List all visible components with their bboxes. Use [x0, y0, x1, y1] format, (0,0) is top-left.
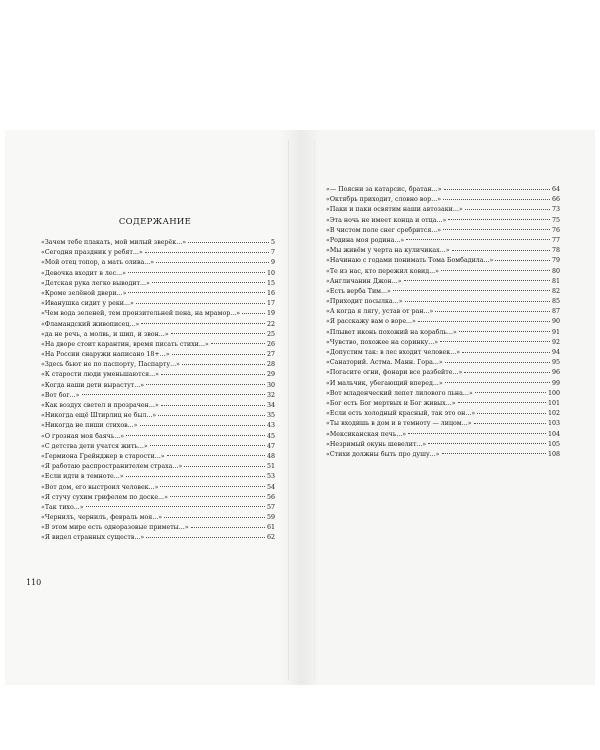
- toc-dot-leader: [475, 392, 546, 393]
- toc-entry-title: «С детства дети учатся жить...»: [41, 442, 148, 450]
- toc-entry-title: «Когда наши дети вырастут...»: [41, 381, 145, 389]
- toc-entry-page: 28: [266, 361, 275, 369]
- toc-entry-page: 103: [547, 420, 560, 428]
- toc-entry-page: 61: [266, 524, 275, 532]
- toc-dot-leader: [126, 476, 265, 477]
- toc-entry-page: 32: [266, 391, 275, 399]
- toc-entry-title: «Если есть холодный красный, так это он...»: [326, 410, 476, 418]
- toc-dot-leader: [448, 219, 550, 220]
- toc-entry: [41, 340, 275, 350]
- toc-entry: [41, 238, 275, 248]
- toc-entry: [326, 430, 560, 440]
- page-number: 110: [26, 578, 42, 587]
- toc-entry-title: «Октябрь приходит, словно вор...»: [326, 196, 442, 204]
- toc-entry-title: «Детская рука легко выводит...»: [41, 279, 150, 287]
- toc-entry-page: 5: [270, 239, 275, 246]
- toc-entry-page: 81: [551, 277, 560, 285]
- toc-entry-page: 53: [266, 473, 275, 481]
- toc-entry-title: «Мы живём у черта на куличиках...»: [326, 247, 450, 255]
- toc-dot-leader: [465, 209, 550, 210]
- toc-dot-leader: [495, 260, 550, 261]
- toc-entry-title: «На России снаружи написано 18+...»: [41, 351, 170, 359]
- gutter-shadow-left: [280, 130, 300, 685]
- toc-entry-page: 16: [266, 289, 275, 297]
- toc-dot-leader: [164, 517, 265, 518]
- toc-entry-title: «Родина моя родина...»: [326, 236, 405, 244]
- toc-dot-leader: [158, 415, 265, 416]
- toc-entry: [41, 370, 275, 380]
- toc-entry: [326, 419, 560, 429]
- toc-entry-title: «Начинаю с годами понимать Тома Бомбадила...»: [326, 257, 494, 265]
- toc-entry-title: «Стихи должны быть про душу...»: [326, 450, 440, 458]
- toc-entry-title: «Плывет иконь похожий на корабль...»: [326, 328, 457, 336]
- toc-entry: [326, 246, 560, 256]
- toc-entry: [326, 267, 560, 277]
- gutter-line: [288, 140, 289, 680]
- toc-entry-page: 48: [266, 452, 275, 460]
- toc-entry: [41, 472, 275, 482]
- toc-entry-title: «Зачем тебе плакать, мой милый зверёк...»: [41, 239, 187, 246]
- toc-entry: [41, 289, 275, 299]
- toc-dot-leader: [140, 425, 265, 426]
- toc-dot-leader: [405, 301, 550, 302]
- toc-entry-title: «да не речь, а молвь, и шип, и звон...»: [41, 330, 169, 338]
- toc-entry-title: «Так тихо...»: [41, 503, 84, 511]
- toc-dot-leader: [404, 280, 550, 281]
- toc-entry-page: 30: [266, 381, 275, 389]
- toc-entry: [326, 450, 560, 460]
- toc-entry: [41, 523, 275, 533]
- toc-dot-leader: [146, 537, 265, 538]
- toc-entry: [41, 513, 275, 523]
- toc-entry: [326, 368, 560, 378]
- toc-entry-title: «Никогда ещё Штирлиц не был...»: [41, 412, 157, 420]
- toc-entry: [326, 399, 560, 409]
- toc-dot-leader: [445, 382, 550, 383]
- toc-entry: [41, 462, 275, 472]
- toc-entry: [326, 236, 560, 246]
- toc-entry-page: 77: [551, 236, 560, 244]
- toc-dot-leader: [161, 405, 265, 406]
- page-title: СОДЕРЖАНИЕ: [118, 217, 192, 227]
- toc-entry-page: 62: [266, 534, 275, 542]
- toc-entry-page: 51: [266, 463, 275, 471]
- toc-entry-page: 10: [266, 269, 275, 277]
- toc-entry-page: 22: [266, 320, 275, 328]
- toc-dot-leader: [444, 189, 550, 190]
- toc-entry: [41, 309, 275, 319]
- toc-entry-title: «Чернилъ, чернилъ, февраль моя...»: [41, 514, 163, 522]
- toc-entry-title: «Англичанин Джон...»: [326, 277, 402, 285]
- toc-left-column: [41, 238, 275, 544]
- toc-entry-page: 94: [551, 349, 560, 356]
- toc-entry: [41, 432, 275, 442]
- toc-entry: [326, 226, 560, 236]
- toc-entry-title: «И мальчик, убегающий вперед...»: [326, 379, 443, 387]
- toc-dot-leader: [477, 413, 546, 414]
- toc-dot-leader: [128, 292, 265, 293]
- toc-dot-leader: [442, 453, 546, 454]
- toc-entry: [41, 258, 275, 268]
- toc-entry-title: «Вот бог...»: [41, 391, 80, 399]
- toc-entry-page: 17: [266, 300, 275, 308]
- toc-entry: [326, 348, 560, 358]
- toc-dot-leader: [167, 455, 265, 456]
- toc-entry-page: 96: [551, 369, 560, 377]
- toc-entry-page: 82: [551, 287, 560, 295]
- toc-dot-leader: [435, 311, 550, 312]
- toc-dot-leader: [452, 250, 550, 251]
- toc-entry-page: 79: [551, 257, 560, 265]
- toc-entry-title: «Санаторий. Астма. Манн. Гора...»: [326, 359, 443, 367]
- toc-dot-leader: [211, 343, 265, 344]
- toc-dot-leader: [441, 270, 550, 271]
- toc-entry-page: 104: [547, 430, 560, 438]
- toc-dot-leader: [152, 282, 265, 283]
- toc-dot-leader: [459, 331, 550, 332]
- toc-entry: [41, 248, 275, 258]
- toc-dot-leader: [86, 506, 265, 507]
- toc-dot-leader: [462, 352, 550, 353]
- toc-dot-leader: [136, 303, 265, 304]
- toc-entry-page: 90: [551, 318, 560, 326]
- toc-entry-title: «Здесь бьют не по паспорту, Паспарту...»: [41, 361, 180, 369]
- toc-entry-title: «Как воздух светел и прозрачен...»: [41, 402, 159, 409]
- toc-dot-leader: [428, 443, 546, 444]
- toc-entry-title: «Иванушка сидит у реки...»: [41, 300, 134, 308]
- toc-entry-title: «Фламандский живописец...»: [41, 320, 140, 328]
- toc-entry-page: 108: [547, 450, 560, 458]
- toc-entry-page: 80: [551, 267, 560, 275]
- toc-entry-page: 15: [266, 279, 275, 287]
- toc-entry-page: 75: [551, 216, 560, 224]
- toc-entry: [326, 307, 560, 317]
- toc-dot-leader: [440, 341, 550, 342]
- toc-entry-page: 95: [551, 359, 560, 367]
- toc-entry-title: «Паки и паки освятим наши автозаки...»: [326, 206, 463, 214]
- toc-entry-title: «Сегодня праздник у ребят...»: [41, 249, 143, 257]
- toc-entry-title: «— Поясни за катарсис, братан...»: [326, 186, 442, 193]
- toc-entry-title: «Я видел странных существ...»: [41, 534, 145, 542]
- toc-entry: [41, 381, 275, 391]
- toc-entry: [326, 256, 560, 266]
- gutter-shadow-right: [300, 130, 320, 685]
- toc-entry-title: «Чем вода зеленей, тем пронзительней пена, на мрамор...»: [41, 310, 241, 318]
- toc-entry-page: 100: [547, 389, 560, 397]
- toc-entry: [326, 216, 560, 226]
- toc-dot-leader: [242, 313, 265, 314]
- toc-entry-title: «Мой отец топор, а мать олива...»: [41, 259, 155, 267]
- toc-entry-title: «О грозная моя баячь...»: [41, 432, 125, 440]
- toc-entry-title: «Вот младенческий лепет лилового льна...»: [326, 389, 473, 397]
- toc-entry: [326, 440, 560, 450]
- toc-entry: [41, 411, 275, 421]
- toc-entry: [326, 409, 560, 419]
- toc-entry-page: 57: [266, 503, 275, 511]
- toc-entry: [326, 328, 560, 338]
- toc-entry-title: «Погасите огни, фонари все разбейте...»: [326, 369, 463, 377]
- toc-dot-leader: [464, 372, 550, 373]
- toc-entry: [41, 533, 275, 543]
- toc-entry-page: 99: [551, 379, 560, 387]
- toc-entry: [41, 350, 275, 360]
- toc-dot-leader: [393, 290, 550, 291]
- toc-entry-page: 91: [551, 328, 560, 336]
- toc-dot-leader: [156, 262, 269, 263]
- toc-entry-page: 7: [270, 249, 275, 257]
- toc-entry-title: «Девочка входит в лес...»: [41, 269, 126, 277]
- toc-entry-page: 64: [551, 186, 560, 193]
- toc-entry-page: 43: [266, 422, 275, 430]
- toc-entry-page: 101: [547, 399, 560, 407]
- toc-entry: [41, 503, 275, 513]
- toc-entry: [326, 358, 560, 368]
- toc-entry-page: 45: [266, 432, 275, 440]
- toc-entry-page: 56: [266, 493, 275, 501]
- toc-entry-title: «Допустим так: в лес входит человек...»: [326, 349, 461, 356]
- toc-dot-leader: [172, 354, 265, 355]
- toc-dot-leader: [126, 435, 265, 436]
- toc-dot-leader: [82, 394, 265, 395]
- toc-entry-title: «Незримый окунь шевелит...»: [326, 440, 427, 448]
- toc-dot-leader: [474, 423, 546, 424]
- toc-entry-page: 29: [266, 371, 275, 379]
- toc-entry: [41, 330, 275, 340]
- toc-entry: [326, 287, 560, 297]
- toc-entry-title: «На дворе стоит карантин, время писать стихи...»: [41, 340, 209, 348]
- gutter-line-right: [314, 140, 315, 680]
- toc-entry-page: 19: [266, 310, 275, 318]
- toc-entry: [41, 320, 275, 330]
- toc-entry-title: «Я стучу сухим грифелем по доске...»: [41, 493, 168, 501]
- toc-entry-page: 27: [266, 351, 275, 359]
- toc-entry: [326, 379, 560, 389]
- toc-entry: [41, 299, 275, 309]
- toc-entry-title: «Вот дом, его выстроил человек...»: [41, 483, 159, 491]
- toc-entry: [326, 297, 560, 307]
- toc-entry-title: «К старости люди уменьшаются...»: [41, 371, 159, 379]
- toc-entry-page: 102: [547, 410, 560, 418]
- toc-entry: [41, 401, 275, 411]
- toc-entry: [41, 269, 275, 279]
- toc-entry-title: «Мексиканская печь...»: [326, 430, 407, 438]
- toc-dot-leader: [458, 402, 546, 403]
- toc-entry-page: 66: [551, 196, 560, 204]
- toc-entry-title: «Эта ночь не имеет конца и отца...»: [326, 216, 447, 224]
- toc-entry-title: «В чистом поле снег сребрится...»: [326, 226, 442, 234]
- toc-entry: [41, 421, 275, 431]
- toc-dot-leader: [184, 466, 265, 467]
- toc-dot-leader: [141, 323, 265, 324]
- toc-entry-title: «Я расскажу вам о воре...»: [326, 318, 416, 326]
- toc-dot-leader: [191, 527, 265, 528]
- toc-entry: [326, 389, 560, 399]
- toc-entry-title: «Я работаю распространителем страха...»: [41, 463, 183, 471]
- toc-entry-title: «Приходит посылка...»: [326, 298, 403, 306]
- toc-dot-leader: [443, 229, 550, 230]
- toc-entry-page: 54: [266, 483, 275, 491]
- toc-entry-title: «Если идти в темноте...»: [41, 473, 124, 481]
- toc-entry: [326, 195, 560, 205]
- toc-entry: [41, 360, 275, 370]
- toc-entry-title: «Чувство, похожее на соринку...»: [326, 338, 439, 346]
- toc-entry-title: «Никогда не пиши стихов...»: [41, 422, 138, 430]
- toc-entry-page: 92: [551, 338, 560, 346]
- toc-entry-title: «Кроме зелёной двери...»: [41, 289, 127, 297]
- toc-entry-page: 73: [551, 206, 560, 214]
- toc-dot-leader: [406, 239, 550, 240]
- toc-entry: [326, 317, 560, 327]
- toc-entry-page: 76: [551, 226, 560, 234]
- toc-entry-page: 9: [270, 259, 275, 267]
- toc-dot-leader: [445, 362, 550, 363]
- toc-entry: [326, 185, 560, 195]
- toc-entry: [41, 483, 275, 493]
- toc-entry: [41, 442, 275, 452]
- toc-entry-title: «Те из нас, кто пережил ковид...»: [326, 267, 439, 275]
- toc-dot-leader: [182, 364, 265, 365]
- toc-entry-title: «Есть верба Тим...»: [326, 287, 391, 295]
- toc-entry: [41, 452, 275, 462]
- toc-dot-leader: [145, 252, 269, 253]
- toc-dot-leader: [171, 333, 265, 334]
- toc-dot-leader: [146, 384, 265, 385]
- toc-entry-title: «Ты входишь в дом и в темноту — лицом...»: [326, 420, 472, 428]
- toc-dot-leader: [170, 496, 265, 497]
- toc-dot-leader: [150, 445, 265, 446]
- toc-entry-page: 105: [547, 440, 560, 448]
- toc-dot-leader: [160, 486, 265, 487]
- toc-entry-title: «Бог есть Бог мертвых и Бог живых...»: [326, 399, 456, 407]
- toc-dot-leader: [188, 242, 269, 243]
- toc-entry-page: 26: [266, 340, 275, 348]
- toc-entry-page: 59: [266, 514, 275, 522]
- toc-dot-leader: [418, 321, 550, 322]
- toc-dot-leader: [161, 374, 265, 375]
- toc-entry: [326, 205, 560, 215]
- toc-entry-title: «Гермиона Грейнджер в старости...»: [41, 452, 165, 460]
- toc-entry-page: 85: [551, 298, 560, 306]
- toc-entry-title: «А когда я лягу, устав от ран...»: [326, 308, 434, 316]
- toc-entry: [41, 391, 275, 401]
- toc-entry: [326, 277, 560, 287]
- toc-dot-leader: [128, 272, 265, 273]
- toc-entry-title: «В этом мире есть одноразовые приметы...»: [41, 524, 189, 532]
- toc-dot-leader: [408, 433, 546, 434]
- toc-entry-page: 47: [266, 442, 275, 450]
- toc-entry-page: 87: [551, 308, 560, 316]
- toc-entry-page: 25: [266, 330, 275, 338]
- toc-right-column: [326, 185, 560, 460]
- toc-entry-page: 35: [266, 412, 275, 420]
- toc-entry-page: 78: [551, 247, 560, 255]
- toc-entry: [41, 493, 275, 503]
- toc-entry: [326, 338, 560, 348]
- toc-entry-page: 34: [266, 402, 275, 409]
- toc-dot-leader: [443, 199, 550, 200]
- toc-entry: [41, 279, 275, 289]
